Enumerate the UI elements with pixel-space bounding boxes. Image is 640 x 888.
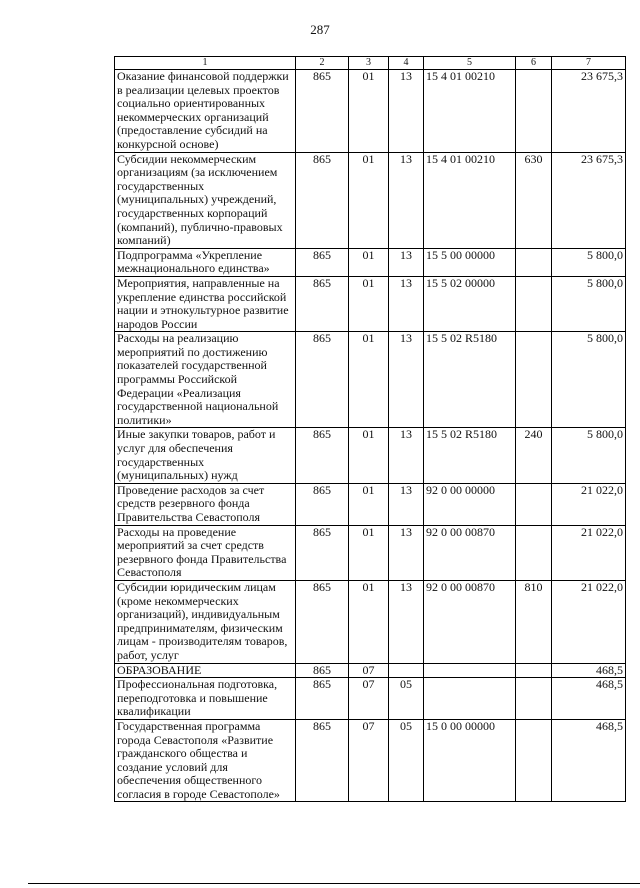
expense-name: Оказание финансовой поддержки в реализации целевых проектов социально ориентированных некоммерческих организаций (предоставление субсидий на конкурсной основе) xyxy=(115,70,296,153)
target-article-code: 15 5 00 00000 xyxy=(424,248,516,276)
expense-name: Иные закупки товаров, работ и услуг для обеспечения государственных (муниципальных) нужд xyxy=(115,428,296,483)
target-article-code: 15 4 01 00210 xyxy=(424,152,516,248)
expense-name: Проведение расходов за счет средств резервного фонда Правительства Севастополя xyxy=(115,483,296,525)
section-code: 01 xyxy=(349,276,389,331)
grbs-code: 865 xyxy=(296,719,349,802)
section-code: 01 xyxy=(349,580,389,663)
grbs-code: 865 xyxy=(296,276,349,331)
expense-name: Расходы на проведение мероприятий за счет средств резервного фонда Правительства Севастополя xyxy=(115,525,296,580)
subsection-code: 13 xyxy=(389,70,424,153)
expense-type-code xyxy=(516,248,552,276)
grbs-code: 865 xyxy=(296,248,349,276)
column-number: 1 xyxy=(115,57,296,70)
subsection-code xyxy=(389,663,424,678)
column-number: 7 xyxy=(552,57,626,70)
subsection-code: 13 xyxy=(389,580,424,663)
grbs-code: 865 xyxy=(296,152,349,248)
section-code: 01 xyxy=(349,332,389,428)
section-code: 01 xyxy=(349,152,389,248)
table-row xyxy=(115,70,626,153)
table-row xyxy=(115,663,626,678)
target-article-code xyxy=(424,678,516,720)
subsection-code: 13 xyxy=(389,248,424,276)
page-number: 287 xyxy=(310,22,330,37)
expense-type-code xyxy=(516,525,552,580)
amount: 468,5 xyxy=(552,663,626,678)
subsection-code: 05 xyxy=(389,719,424,802)
section-code: 07 xyxy=(349,678,389,720)
amount: 23 675,3 xyxy=(552,70,626,153)
column-number: 6 xyxy=(516,57,552,70)
table-row xyxy=(115,525,626,580)
table-row xyxy=(115,276,626,331)
grbs-code: 865 xyxy=(296,70,349,153)
section-code: 07 xyxy=(349,663,389,678)
grbs-code: 865 xyxy=(296,580,349,663)
amount: 23 675,3 xyxy=(552,152,626,248)
page-bottom-rule xyxy=(28,883,640,884)
subsection-code: 13 xyxy=(389,152,424,248)
target-article-code: 15 0 00 00000 xyxy=(424,719,516,802)
expense-name: Расходы на реализацию мероприятий по достижению показателей государственной программы Российской Федерации «Реализация государственной национальной политики» xyxy=(115,332,296,428)
expense-name: ОБРАЗОВАНИЕ xyxy=(115,663,296,678)
expense-type-code xyxy=(516,332,552,428)
amount: 21 022,0 xyxy=(552,525,626,580)
expense-name: Государственная программа города Севастополя «Развитие гражданского общества и создание условий для обеспечения общественного согласия в городе Севастополе» xyxy=(115,719,296,802)
expense-type-code xyxy=(516,663,552,678)
table-row xyxy=(115,580,626,663)
amount: 5 800,0 xyxy=(552,276,626,331)
column-number: 5 xyxy=(424,57,516,70)
grbs-code: 865 xyxy=(296,428,349,483)
target-article-code: 15 4 01 00210 xyxy=(424,70,516,153)
expense-type-code xyxy=(516,678,552,720)
subsection-code: 05 xyxy=(389,678,424,720)
subsection-code: 13 xyxy=(389,428,424,483)
grbs-code: 865 xyxy=(296,483,349,525)
table-row xyxy=(115,483,626,525)
table-row xyxy=(115,248,626,276)
section-code: 01 xyxy=(349,428,389,483)
table-row xyxy=(115,332,626,428)
section-code: 01 xyxy=(349,70,389,153)
table-row xyxy=(115,428,626,483)
section-code: 01 xyxy=(349,248,389,276)
target-article-code: 15 5 02 00000 xyxy=(424,276,516,331)
expense-type-code: 630 xyxy=(516,152,552,248)
section-code: 01 xyxy=(349,483,389,525)
table-row xyxy=(115,152,626,248)
subsection-code: 13 xyxy=(389,276,424,331)
table-row xyxy=(115,678,626,720)
section-code: 01 xyxy=(349,525,389,580)
grbs-code: 865 xyxy=(296,525,349,580)
expense-name: Профессиональная подготовка, переподготовка и повышение квалификации xyxy=(115,678,296,720)
expense-type-code xyxy=(516,70,552,153)
subsection-code: 13 xyxy=(389,483,424,525)
column-number: 3 xyxy=(349,57,389,70)
column-number: 4 xyxy=(389,57,424,70)
amount: 5 800,0 xyxy=(552,332,626,428)
amount: 21 022,0 xyxy=(552,580,626,663)
target-article-code: 15 5 02 R5180 xyxy=(424,332,516,428)
grbs-code: 865 xyxy=(296,678,349,720)
expense-type-code: 810 xyxy=(516,580,552,663)
target-article-code: 15 5 02 R5180 xyxy=(424,428,516,483)
target-article-code xyxy=(424,663,516,678)
amount: 21 022,0 xyxy=(552,483,626,525)
target-article-code: 92 0 00 00870 xyxy=(424,525,516,580)
amount: 5 800,0 xyxy=(552,428,626,483)
expense-type-code xyxy=(516,719,552,802)
expense-name: Субсидии юридическим лицам (кроме некоммерческих организаций), индивидуальным предпринимателям, физическим лицам - производителям товаров, работ, услуг xyxy=(115,580,296,663)
subsection-code: 13 xyxy=(389,332,424,428)
column-number-row xyxy=(115,57,626,70)
amount: 5 800,0 xyxy=(552,248,626,276)
section-code: 07 xyxy=(349,719,389,802)
expense-type-code: 240 xyxy=(516,428,552,483)
table-row xyxy=(115,719,626,802)
grbs-code: 865 xyxy=(296,663,349,678)
budget-table xyxy=(114,56,626,802)
amount: 468,5 xyxy=(552,678,626,720)
expense-name: Субсидии некоммерческим организациям (за исключением государственных (муниципальных) учреждений, государственных корпораций (компаний), публично-правовых компаний) xyxy=(115,152,296,248)
target-article-code: 92 0 00 00000 xyxy=(424,483,516,525)
expense-name: Мероприятия, направленные на укрепление единства российской нации и этнокультурное развитие народов России xyxy=(115,276,296,331)
expense-name: Подпрограмма «Укрепление межнационального единства» xyxy=(115,248,296,276)
expense-type-code xyxy=(516,276,552,331)
amount: 468,5 xyxy=(552,719,626,802)
target-article-code: 92 0 00 00870 xyxy=(424,580,516,663)
grbs-code: 865 xyxy=(296,332,349,428)
expense-type-code xyxy=(516,483,552,525)
column-number: 2 xyxy=(296,57,349,70)
subsection-code: 13 xyxy=(389,525,424,580)
